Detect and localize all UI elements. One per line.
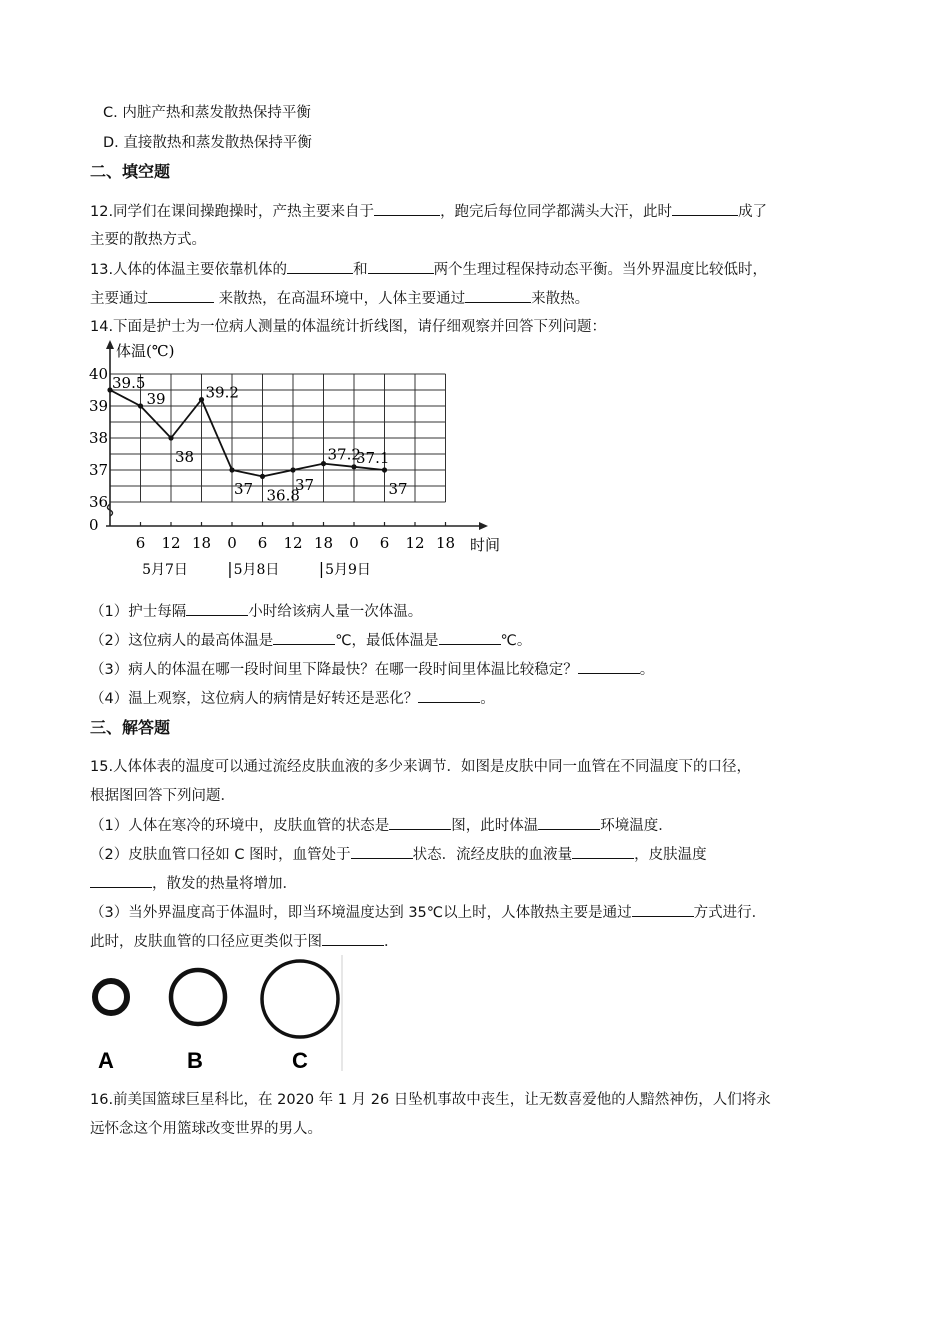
q15-1-text-end: 环境温度． <box>600 818 673 834</box>
question-15-sub-3-line-2 <box>90 931 399 952</box>
data-label: 36.8 <box>266 486 300 505</box>
data-label: 37 <box>295 476 315 494</box>
x-tick-label: 12 <box>161 534 181 552</box>
answer-blank[interactable] <box>572 844 634 859</box>
answer-blank[interactable] <box>273 630 335 645</box>
x-tick-label: 0 <box>349 534 359 552</box>
q15-2-text-mid: 状态．流经皮肤的血液量 <box>412 847 573 863</box>
x-tick-label: 18 <box>313 534 334 552</box>
y-tick-label: 36 <box>89 493 109 511</box>
temperature-line-chart <box>88 338 508 588</box>
section-heading-answer: 三、解答题 <box>90 718 171 737</box>
data-label: 37.1 <box>356 448 390 467</box>
q15-2-text-mid2: ，皮肤温度 <box>634 847 707 863</box>
date-label: 5月9日 <box>325 562 371 578</box>
data-point <box>290 467 295 472</box>
question-15-sub-3-line-1 <box>90 902 766 923</box>
x-axis-label: 时间 <box>470 536 501 554</box>
data-point <box>138 403 143 408</box>
q14-2-text-mid: ℃，最低体温是 <box>335 633 439 649</box>
data-label: 39.2 <box>205 383 239 402</box>
answer-blank[interactable] <box>148 288 214 303</box>
answer-blank[interactable] <box>287 259 353 274</box>
q14-1-text-end: 小时给该病人量一次体温。 <box>248 604 423 620</box>
x-tick-label: 18 <box>191 534 212 552</box>
q14-4-text: （4）温上观察，这位病人的病情是好转还是恶化？ <box>90 691 419 707</box>
answer-blank[interactable] <box>418 688 480 703</box>
vessel-b-circle <box>171 970 225 1024</box>
q13-text-5: 来散热，在高温环境中，人体主要通过 <box>214 291 466 307</box>
question-15-sub-2-line-1 <box>90 844 707 865</box>
date-separator: | <box>318 559 325 578</box>
q14-1-text: （1）护士每隔 <box>90 604 187 620</box>
y-tick-label: 39 <box>89 397 109 415</box>
vessel-label-a: A <box>98 1048 114 1073</box>
q15-2-text-end: ，散发的热量将增加． <box>152 876 297 892</box>
answer-blank[interactable] <box>368 259 434 274</box>
vessel-label-c: C <box>292 1048 308 1073</box>
data-label: 39 <box>146 390 166 408</box>
blood-vessel-figure <box>88 955 344 1073</box>
x-tick-label: 12 <box>405 534 425 552</box>
answer-blank[interactable] <box>578 659 640 674</box>
question-15-stem-2: 根据图回答下列问题． <box>90 788 235 804</box>
q12-text-1: 12.同学们在课间操跑操时，产热主要来自于 <box>90 204 375 220</box>
q15-1-text: （1）人体在寒冷的环境中，皮肤血管的状态是 <box>90 818 390 834</box>
data-label: 37.2 <box>327 445 361 464</box>
data-point <box>260 474 265 479</box>
data-point <box>382 467 387 472</box>
q13-text-3: 两个生理过程保持动态平衡。当外界温度比较低时， <box>433 262 768 278</box>
question-13-line-1 <box>90 259 767 280</box>
q15-3-text-end: ． <box>384 934 399 950</box>
q14-3-text-end: 。 <box>639 662 655 678</box>
question-15-sub-2-line-2 <box>90 873 297 894</box>
question-14-sub-1 <box>90 601 422 622</box>
option-c: C. 内脏产热和蒸发散热保持平衡 <box>103 105 311 121</box>
q13-text-2: 和 <box>353 262 368 278</box>
date-separator: | <box>227 559 233 578</box>
q14-4-text-end: 。 <box>480 691 495 707</box>
q14-2-text: （2）这位病人的最高体温是 <box>90 633 274 649</box>
x-tick-label: 12 <box>283 534 303 552</box>
answer-blank[interactable] <box>186 601 248 616</box>
x-tick-label: 0 <box>227 534 237 552</box>
q13-text-6: 来散热。 <box>531 291 590 307</box>
y-tick-label: 37 <box>89 461 109 479</box>
q15-2-text: （2）皮肤血管口径如 C 图时，血管处于 <box>90 847 351 863</box>
answer-blank[interactable] <box>465 288 531 303</box>
date-label: 5月8日 <box>233 562 280 578</box>
x-tick-label: 18 <box>435 534 456 552</box>
vessel-label-b: B <box>187 1048 203 1073</box>
x-tick-label: 6 <box>135 534 146 552</box>
option-d: D. 直接散热和蒸发散热保持平衡 <box>103 135 312 151</box>
answer-blank[interactable] <box>439 630 501 645</box>
data-label: 37 <box>234 480 254 498</box>
date-label: 5月7日 <box>142 562 188 578</box>
q14-3-text: （3）病人的体温在哪一段时间里下降最快？在哪一段时间里体温比较稳定？ <box>90 662 578 678</box>
data-label: 38 <box>175 448 195 466</box>
vessel-c-circle <box>262 961 338 1037</box>
question-15-sub-1 <box>90 815 673 836</box>
data-label: 37 <box>388 480 408 498</box>
question-12-line-2: 主要的散热方式。 <box>90 232 206 248</box>
y-tick-label: 0 <box>89 516 99 534</box>
answer-blank[interactable] <box>672 201 738 216</box>
x-tick-label: 6 <box>379 534 390 552</box>
data-point <box>168 435 173 440</box>
answer-blank[interactable] <box>351 844 413 859</box>
q14-2-text-end: ℃。 <box>500 633 532 649</box>
question-12-line-1 <box>90 201 767 222</box>
data-point <box>321 461 326 466</box>
question-14-stem: 14.下面是护士为一位病人测量的体温统计折线图，请仔细观察并回答下列问题： <box>90 319 607 335</box>
y-axis-label: 体温(℃) <box>116 342 175 360</box>
answer-blank[interactable] <box>322 931 384 946</box>
answer-blank[interactable] <box>374 201 440 216</box>
answer-blank[interactable] <box>538 815 600 830</box>
y-tick-label: 38 <box>89 429 109 447</box>
q13-text-1: 13.人体的体温主要依靠机体的 <box>90 262 288 278</box>
question-16-line-2: 远怀念这个用篮球改变世界的男人。 <box>90 1121 322 1137</box>
data-label: 39.5 <box>112 374 146 392</box>
q15-3-text-mid: 方式进行． <box>693 905 767 921</box>
question-16-line-1: 16.前美国篮球巨星科比，在 2020 年 1 月 26 日坠机事故中丧生，让无数喜爱他的人黯然神伤，人们将永 <box>90 1092 771 1108</box>
answer-blank[interactable] <box>90 873 152 888</box>
data-point <box>229 467 234 472</box>
answer-blank[interactable] <box>389 815 451 830</box>
y-tick-label: 40 <box>89 365 109 383</box>
vessel-a-circle <box>95 981 127 1013</box>
question-15-stem-1: 15.人体体表的温度可以通过流经皮肤血液的多少来调节．如图是皮肤中同一血管在不同温度下的口径， <box>90 759 752 775</box>
q12-text-2: ，跑完后每位同学都满头大汗，此时 <box>440 204 673 220</box>
q12-text-3: 成了 <box>738 204 768 220</box>
question-14-sub-3 <box>90 659 654 680</box>
section-heading-fill-in: 二、填空题 <box>90 162 171 181</box>
q15-3-text-2: 此时，皮肤血管的口径应更类似于图 <box>90 934 322 950</box>
q13-text-4: 主要通过 <box>90 291 148 307</box>
question-14-sub-2 <box>90 630 531 651</box>
data-point <box>199 397 204 402</box>
x-tick-label: 6 <box>257 534 268 552</box>
question-14-sub-4 <box>90 688 495 709</box>
question-13-line-2 <box>90 288 589 309</box>
answer-blank[interactable] <box>632 902 694 917</box>
q15-1-text-mid: 图，此时体温 <box>451 818 539 834</box>
q15-3-text: （3）当外界温度高于体温时，即当环境温度达到 35℃以上时，人体散热主要是通过 <box>90 905 632 921</box>
